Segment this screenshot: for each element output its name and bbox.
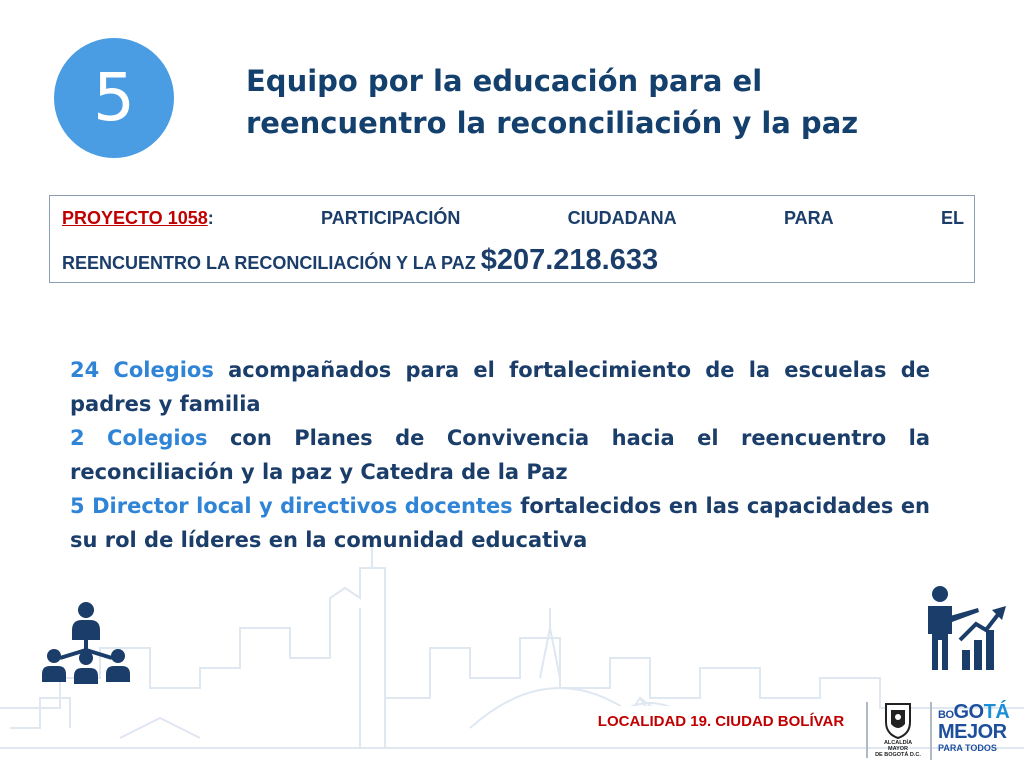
project-word: CIUDADANA: [567, 208, 677, 228]
bogota-mejor-logo: [938, 702, 1022, 764]
project-description: REENCUENTRO LA RECONCILIACIÓN Y LA PAZ: [62, 253, 476, 273]
title-line-2: reencuentro la reconciliación y la paz: [246, 106, 859, 140]
city-skyline-watermark: [0, 528, 1024, 768]
project-word: EL: [940, 208, 964, 228]
project-line-1: [62, 208, 964, 238]
achievement-highlight: 24 Colegios: [70, 358, 214, 382]
achievement-item: [70, 489, 930, 557]
achievement-highlight: 2 Colegios: [70, 426, 208, 450]
footer-divider: [866, 702, 868, 758]
achievement-text: fortalecidos en las capacidades en su rol de líderes en la comunidad educativa: [70, 494, 931, 552]
logo-para-todos: PARA TODOS: [938, 743, 997, 753]
slide-number: 5: [93, 59, 135, 136]
achievement-text: con Planes de Convivencia hacia el reencuentro la reconciliación y la paz y Catedra de la Paz: [70, 426, 930, 484]
alcaldia-line-2: DE BOGOTÁ D.C.: [875, 752, 921, 758]
logo-ta: TÁ: [983, 701, 1010, 723]
achievement-item: [70, 421, 930, 489]
project-name-group: [62, 208, 214, 229]
slide-number-badge: [54, 38, 174, 158]
alcaldia-line-1: ALCALDÍA MAYOR: [883, 740, 913, 752]
project-box: [49, 195, 975, 283]
team-hierarchy-icon: [38, 600, 134, 690]
logo-go: GO: [953, 701, 984, 723]
achievement-text: acompañados para el fortalecimiento de la escuelas de padres y familia: [70, 358, 930, 416]
project-name: PROYECTO 1058: [62, 208, 208, 228]
alcaldia-logo: [874, 702, 922, 764]
localidad-label: LOCALIDAD 19. CIUDAD BOLÍVAR: [580, 706, 862, 736]
logo-divider: [930, 702, 932, 760]
business-growth-icon: [920, 584, 1010, 674]
logo-bo: BO: [938, 709, 954, 721]
project-amount: $207.218.633: [480, 244, 659, 276]
project-word: PARA: [783, 208, 834, 228]
achievements-list: [70, 353, 930, 557]
project-line-2: [62, 244, 964, 277]
project-colon: :: [207, 208, 214, 228]
coat-of-arms-icon: [883, 702, 913, 740]
logo-mejor: MEJOR: [938, 721, 1007, 743]
slide-title: [246, 60, 1006, 144]
project-word: PARTICIPACIÓN: [321, 208, 461, 228]
achievement-item: [70, 353, 930, 421]
achievement-highlight: 5 Director local y directivos docentes: [70, 494, 513, 518]
title-line-1: Equipo por la educación para el: [246, 64, 763, 98]
